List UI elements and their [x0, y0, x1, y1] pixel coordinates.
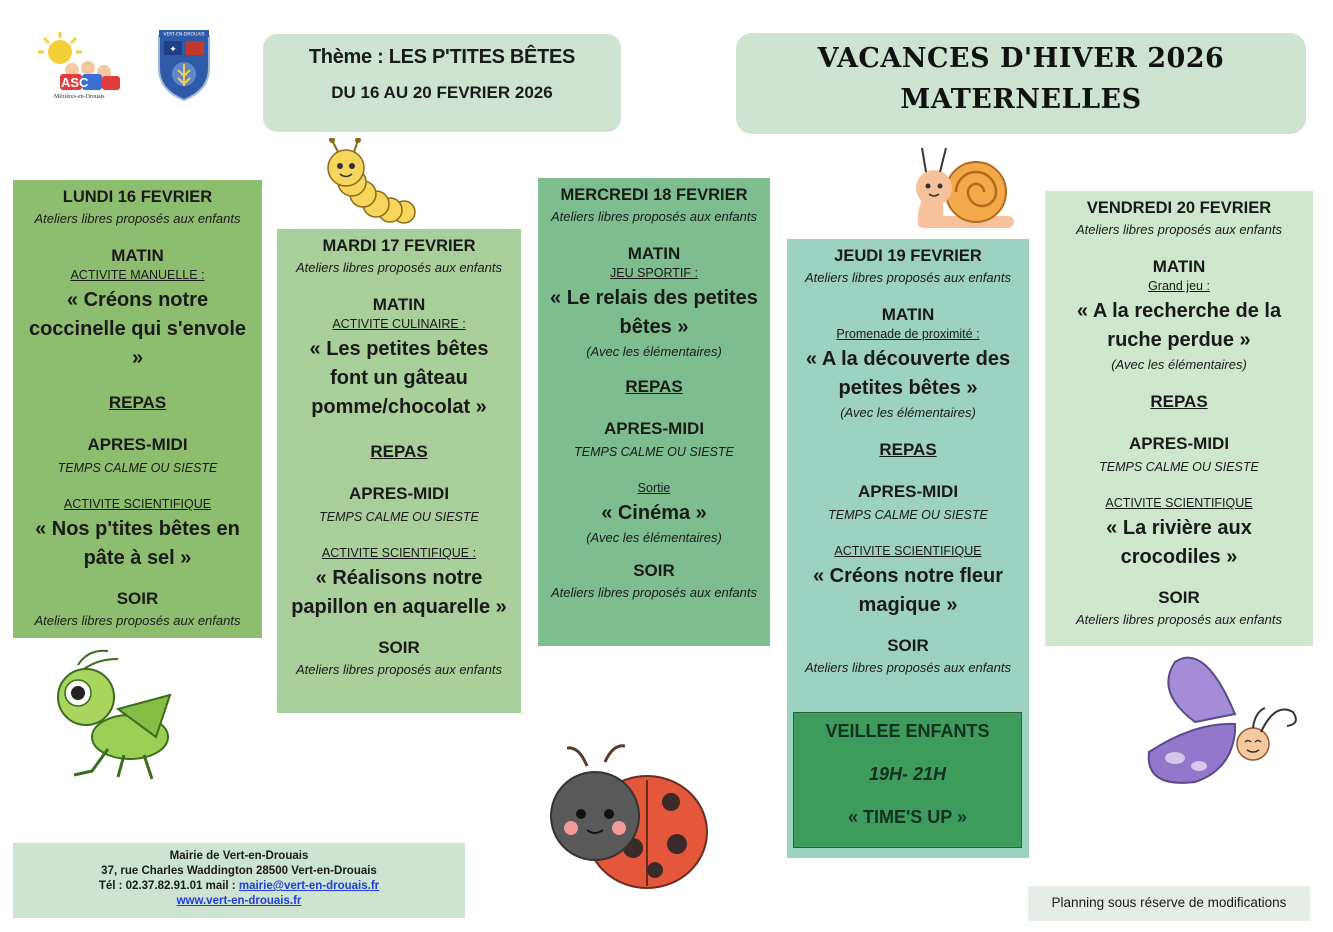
- day-title: JEUDI 19 FEVRIER: [834, 247, 982, 265]
- evening-text: Ateliers libres proposés aux enfants: [805, 660, 1011, 675]
- calm-time: TEMPS CALME OU SIESTE: [319, 510, 479, 524]
- day-intro: Ateliers libres proposés aux enfants: [34, 211, 241, 226]
- afternoon-heading: APRES-MIDI: [87, 435, 188, 454]
- mairie-email-link[interactable]: mairie@vert-en-drouais.fr: [238, 880, 380, 892]
- evening-heading: SOIR: [633, 561, 675, 580]
- day-title: VENDREDI 20 FEVRIER: [1086, 199, 1272, 217]
- afternoon-activity-type: Sortie: [637, 481, 671, 495]
- planning-note: Planning sous réserve de modifications: [1028, 886, 1310, 921]
- morning-activity: « Créons notre coccinelle qui s'envole »: [28, 289, 247, 369]
- morning-note: (Avec les élémentaires): [840, 405, 976, 420]
- afternoon-activity-type: ACTIVITE SCIENTIFIQUE: [834, 544, 982, 558]
- afternoon-activity: « Cinéma »: [601, 502, 707, 524]
- calm-time: TEMPS CALME OU SIESTE: [574, 445, 734, 459]
- mairie-website-link[interactable]: www.vert-en-drouais.fr: [176, 895, 302, 907]
- day-intro: Ateliers libres proposés aux enfants: [296, 260, 502, 275]
- afternoon-heading: APRES-MIDI: [603, 419, 705, 438]
- day-column-thursday: [787, 239, 1029, 858]
- evening-heading: SOIR: [887, 636, 929, 655]
- morning-activity: « A la découverte des petites bêtes »: [805, 348, 1011, 399]
- day-intro: Ateliers libres proposés aux enfants: [1076, 222, 1282, 237]
- morning-note: (Avec les élémentaires): [586, 344, 722, 359]
- afternoon-heading: APRES-MIDI: [1128, 434, 1230, 453]
- veillee-title: VEILLEE ENFANTS: [825, 721, 990, 741]
- day-column-friday: [1045, 191, 1313, 646]
- theme-title: Thème : LES P'TITES BÊTES: [308, 46, 576, 68]
- morning-heading: MATIN: [1152, 257, 1206, 276]
- morning-heading: MATIN: [881, 305, 935, 324]
- afternoon-note: (Avec les élémentaires): [586, 530, 722, 545]
- grasshopper-icon: [48, 645, 182, 785]
- mairie-name: Mairie de Vert-en-Drouais: [169, 850, 309, 862]
- morning-activity: « A la recherche de la ruche perdue »: [1076, 300, 1282, 351]
- afternoon-activity-type: ACTIVITE SCIENTIFIQUE: [1105, 496, 1253, 510]
- evening-text: Ateliers libres proposés aux enfants: [34, 613, 241, 628]
- day-column-wednesday: [538, 178, 770, 646]
- afternoon-activity: « La rivière aux crocodiles »: [1106, 517, 1252, 568]
- afternoon-heading: APRES-MIDI: [857, 482, 959, 501]
- day-column-tuesday: [277, 229, 521, 713]
- afternoon-activity: « Réalisons notre papillon en aquarelle »: [291, 567, 507, 618]
- repas-heading: REPAS: [625, 377, 683, 396]
- theme-dates: DU 16 AU 20 FEVRIER 2026: [331, 83, 553, 102]
- evening-text: Ateliers libres proposés aux enfants: [551, 585, 757, 600]
- day-intro: Ateliers libres proposés aux enfants: [551, 209, 757, 224]
- shield-text: VERT-EN-DROUAIS: [163, 32, 205, 38]
- morning-heading: MATIN: [627, 244, 681, 263]
- calm-time: TEMPS CALME OU SIESTE: [1099, 460, 1259, 474]
- evening-text: Ateliers libres proposés aux enfants: [1076, 612, 1282, 627]
- evening-heading: SOIR: [1158, 588, 1200, 607]
- day-column-monday: [13, 180, 262, 638]
- day-intro: Ateliers libres proposés aux enfants: [805, 270, 1011, 285]
- morning-heading: MATIN: [372, 295, 426, 314]
- shield-logo: [156, 28, 212, 102]
- morning-activity-type: Promenade de proximité :: [836, 327, 980, 341]
- veillee-activity: « TIME'S UP »: [848, 807, 967, 827]
- morning-activity-type: Grand jeu :: [1148, 279, 1210, 293]
- evening-text: Ateliers libres proposés aux enfants: [296, 662, 502, 677]
- mairie-contact-box: [13, 843, 465, 918]
- morning-activity: « Le relais des petites bêtes »: [550, 287, 758, 338]
- caterpillar-icon: [318, 138, 424, 230]
- mairie-address: 37, rue Charles Waddington 28500 Vert-en-Drouais: [101, 865, 377, 877]
- veillee-time: 19H- 21H: [868, 764, 947, 784]
- day-title: MERCREDI 18 FEVRIER: [560, 186, 748, 204]
- calm-time: TEMPS CALME OU SIESTE: [828, 508, 988, 522]
- butterfly-icon: [1135, 652, 1307, 790]
- afternoon-heading: APRES-MIDI: [348, 484, 450, 503]
- morning-note: (Avec les élémentaires): [1111, 357, 1247, 372]
- svg-text:✦: ✦: [169, 45, 177, 55]
- veillee-box: [793, 712, 1022, 848]
- morning-activity-type: ACTIVITE CULINAIRE :: [332, 317, 466, 331]
- evening-heading: SOIR: [116, 589, 159, 608]
- repas-heading: REPAS: [879, 440, 937, 459]
- day-title: LUNDI 16 FEVRIER: [62, 188, 213, 206]
- day-title: MARDI 17 FEVRIER: [322, 237, 476, 255]
- morning-heading: MATIN: [111, 246, 164, 265]
- theme-box: [263, 34, 621, 132]
- asc-text: ASC: [61, 75, 89, 90]
- repas-heading: REPAS: [108, 393, 167, 412]
- ladybug-icon: [543, 740, 713, 896]
- page-title: VACANCES D'HIVER 2026: [817, 43, 1225, 74]
- afternoon-activity: « Créons notre fleur magique »: [812, 565, 1004, 616]
- page-subtitle: MATERNELLES: [900, 84, 1142, 115]
- afternoon-activity: « Nos p'tites bêtes en pâte à sel »: [35, 518, 240, 569]
- calm-time: TEMPS CALME OU SIESTE: [57, 461, 218, 475]
- evening-heading: SOIR: [378, 638, 420, 657]
- snail-icon: [912, 142, 1014, 232]
- morning-activity: « Les petites bêtes font un gâteau pomme/chocolat »: [309, 338, 489, 418]
- repas-heading: REPAS: [370, 442, 428, 461]
- afternoon-activity-type: ACTIVITE SCIENTIFIQUE :: [321, 546, 477, 560]
- morning-activity-type: ACTIVITE MANUELLE :: [70, 268, 205, 282]
- afternoon-activity-type: ACTIVITE SCIENTIFIQUE: [63, 497, 212, 511]
- asc-caption: Mézières-en-Drouais: [54, 94, 105, 100]
- mairie-phone-line: [13, 879, 465, 894]
- morning-activity-type: JEU SPORTIF :: [610, 266, 698, 280]
- mairie-phone: Tél : 02.37.82.91.01 mail :: [98, 880, 236, 892]
- asc-logo: [26, 30, 126, 100]
- title-box: [736, 33, 1306, 134]
- repas-heading: REPAS: [1150, 392, 1208, 411]
